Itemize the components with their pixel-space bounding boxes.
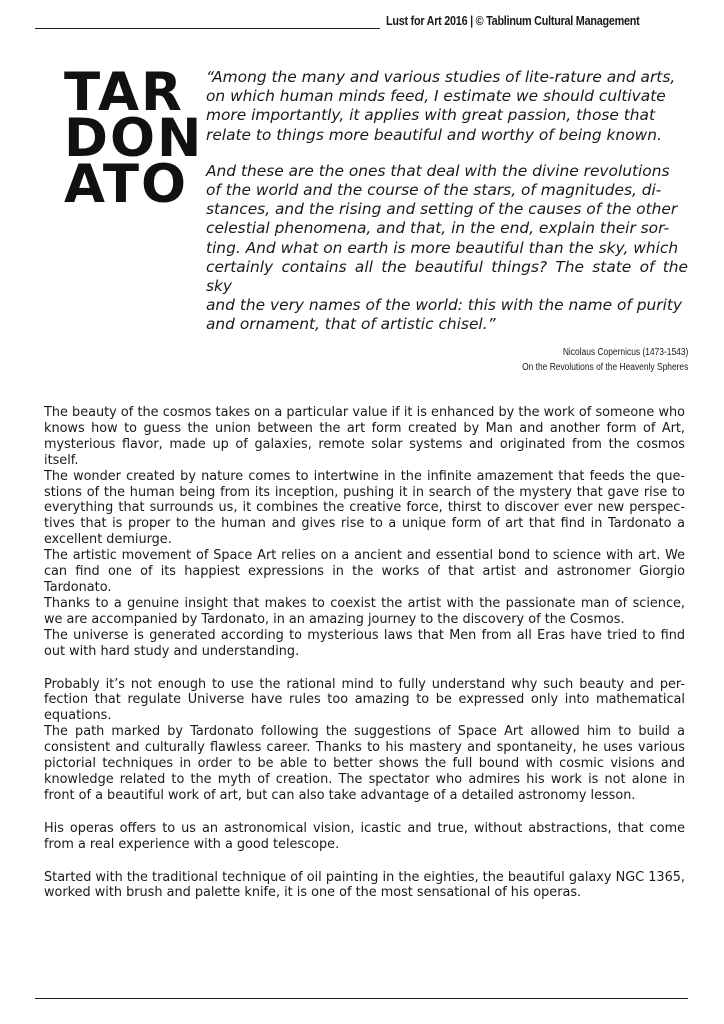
quote-paragraph: And these are the ones that deal with the divine revolutions of the world and the course of the stars, of magnitudes, di- stances, and the rising and setting of the causes of the other celestial phenomena, and that, in the end, explain their sor- ting. And what on earth is more beautiful than the sky, which certainly contains all the beautiful things? The state of the sky and the very names of the world: this with the name of purity and ornament, that of artistic chisel.” (206, 161, 688, 334)
attribution-work: On the Revolutions of the Heavenly Spheres (521, 361, 688, 373)
paragraph-gap (44, 853, 685, 870)
attribution-author: Nicolaus Copernicus (1473-1543) (562, 347, 688, 358)
paragraph-gap (44, 660, 685, 677)
body-paragraph: Thanks to a genuine insight that makes to coexist the artist with the passionate man of science, we are accompanied by Tardonato, in an amazing journey to the discovery of the Cosmos. (44, 595, 685, 627)
quote-paragraph: “Among the many and various studies of lite-rature and arts, on which human minds feed, I estimate we should cultivate more importantly, it applies with great passion, those that relate to things more beautiful and worthy of being known. (206, 68, 676, 144)
body-paragraph: Started with the traditional technique of oil painting in the eighties, the beautiful galaxy NGC 1365, worked with brush and palette knife, it is one of the most sensational of his operas. (44, 869, 685, 901)
header-rule (35, 28, 380, 29)
body-paragraph: His operas offers to us an astronomical vision, icastic and true, without abstractions, that come from a real experience with a good telescope. (44, 820, 685, 852)
article-body (44, 405, 685, 901)
copernicus-quote (206, 68, 688, 352)
body-paragraph: The beauty of the cosmos takes on a particular value if it is enhanced by the work of someone who knows how to guess the union between the art form created by Man and another form of Art, mysterious flavor, made up of galaxies, remote solar systems and originated from the cosmos itself. (44, 405, 685, 468)
page-header: Lust for Art 2016 | © Tablinum Cultural Management (386, 13, 640, 28)
logo-line: TAR (64, 62, 184, 123)
logo-line: ATO (64, 154, 189, 215)
body-paragraph: The universe is generated according to mysterious laws that Men from all Eras have tried to find out with hard study and understanding. (44, 627, 685, 659)
quote-attribution (522, 346, 688, 375)
logo-line: DON (64, 108, 204, 169)
footer-rule (35, 998, 688, 999)
body-paragraph: The artistic movement of Space Art relies on a ancient and essential bond to science with art. We can find one of its happiest expressions in the works of that artist and astronomer Giorgio Tardonato. (44, 548, 685, 595)
body-paragraph: Probably it’s not enough to use the rational mind to fully understand why such beauty and per-fection that regulate Universe have rules too amazing to be expressed only into mathematical equations. (44, 676, 685, 724)
body-paragraph: The wonder created by nature comes to intertwine in the infinite amazement that feeds the que-stions of the human being from its inception, pushing it in search of the mystery that gave rise to everything that surrounds us, it combines the creative force, thirst to discover ever new perspec-tives that is proper to the human and gives rise to a unique form of art that find in Tardonato a excellent demiurge. (44, 468, 685, 548)
paragraph-gap (44, 804, 685, 821)
tardonato-logo (64, 62, 204, 215)
body-paragraph: The path marked by Tardonato following the suggestions of Space Art allowed him to build a consistent and culturally flawless career. Thanks to his mastery and spontaneity, he uses various pictorial techniques in order to be able to better shows the full bound with cosmic visions and knowledge related to the myth of creation. The spectator who admires his work is not alone in front of a beautiful work of art, but can also take advantage of a detailed astronomy lesson. (44, 724, 685, 803)
